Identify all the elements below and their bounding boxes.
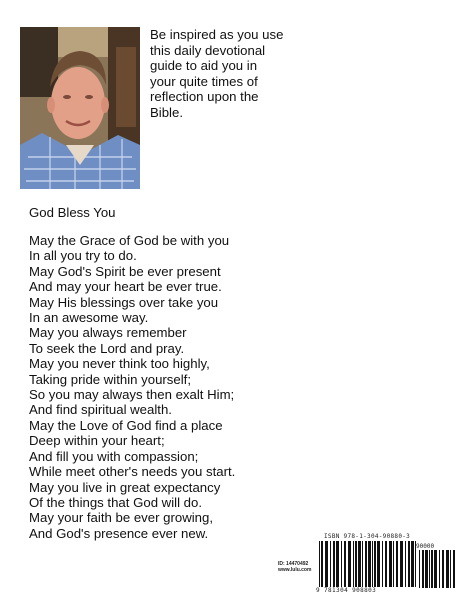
portrait-image [20,27,140,189]
price-code-label: 90000 [416,543,435,550]
intro-text [150,27,300,121]
publisher-id [278,561,311,573]
author-photo [20,27,140,189]
blessing-title: God Bless You [29,205,116,220]
publisher-site: www.lulu.com [278,567,312,573]
intro-line: your quite times of [150,73,258,89]
poem-line: May your faith be ever growing, [29,510,213,526]
poem-line: Taking pride within yourself; [29,371,191,387]
poem [29,233,235,541]
poem-line: And find spiritual wealth. [29,402,172,418]
addon-barcode-icon [418,550,458,588]
poem-line: May the Grace of God be with you [29,233,230,248]
poem-line: May God's Spirit be ever present [29,263,221,279]
poem-line: May His blessings over take you [29,294,219,310]
poem-line: And fill you with compassion; [29,448,199,464]
intro-line: Bible. [150,104,183,120]
poem-line: And may your heart be ever true. [29,279,222,295]
barcode [316,533,460,595]
poem-line: While meet other's needs you start. [29,464,236,480]
poem-line: May you always remember [29,325,187,341]
poem-line: Of the things that God will do. [29,494,202,510]
intro-line: Be inspired as you use [150,27,284,42]
isbn-label: ISBN 978-1-304-90880-3 [324,533,411,540]
barcode-digits: 9 781304 908803 [316,587,377,594]
intro-line: reflection upon the [150,89,259,105]
poem-line: Deep within your heart; [29,433,165,449]
publisher-id-line: ID: 14470492 [278,561,309,567]
poem-line: May you live in great expectancy [29,479,221,495]
poem-line: And God's presence ever new. [29,525,209,541]
intro-line: this daily devotional [150,42,266,58]
poem-line: May the Love of God find a place [29,417,223,433]
intro-line: guide to aid you in [150,58,258,74]
poem-line: May you never think too highly, [29,356,210,372]
poem-line: In an awesome way. [29,310,149,326]
ean-barcode-icon [318,541,418,587]
poem-line: In all you try to do. [29,248,137,264]
poem-line: To seek the Lord and pray. [29,340,185,356]
poem-line: So you may always then exalt Him; [29,387,235,403]
